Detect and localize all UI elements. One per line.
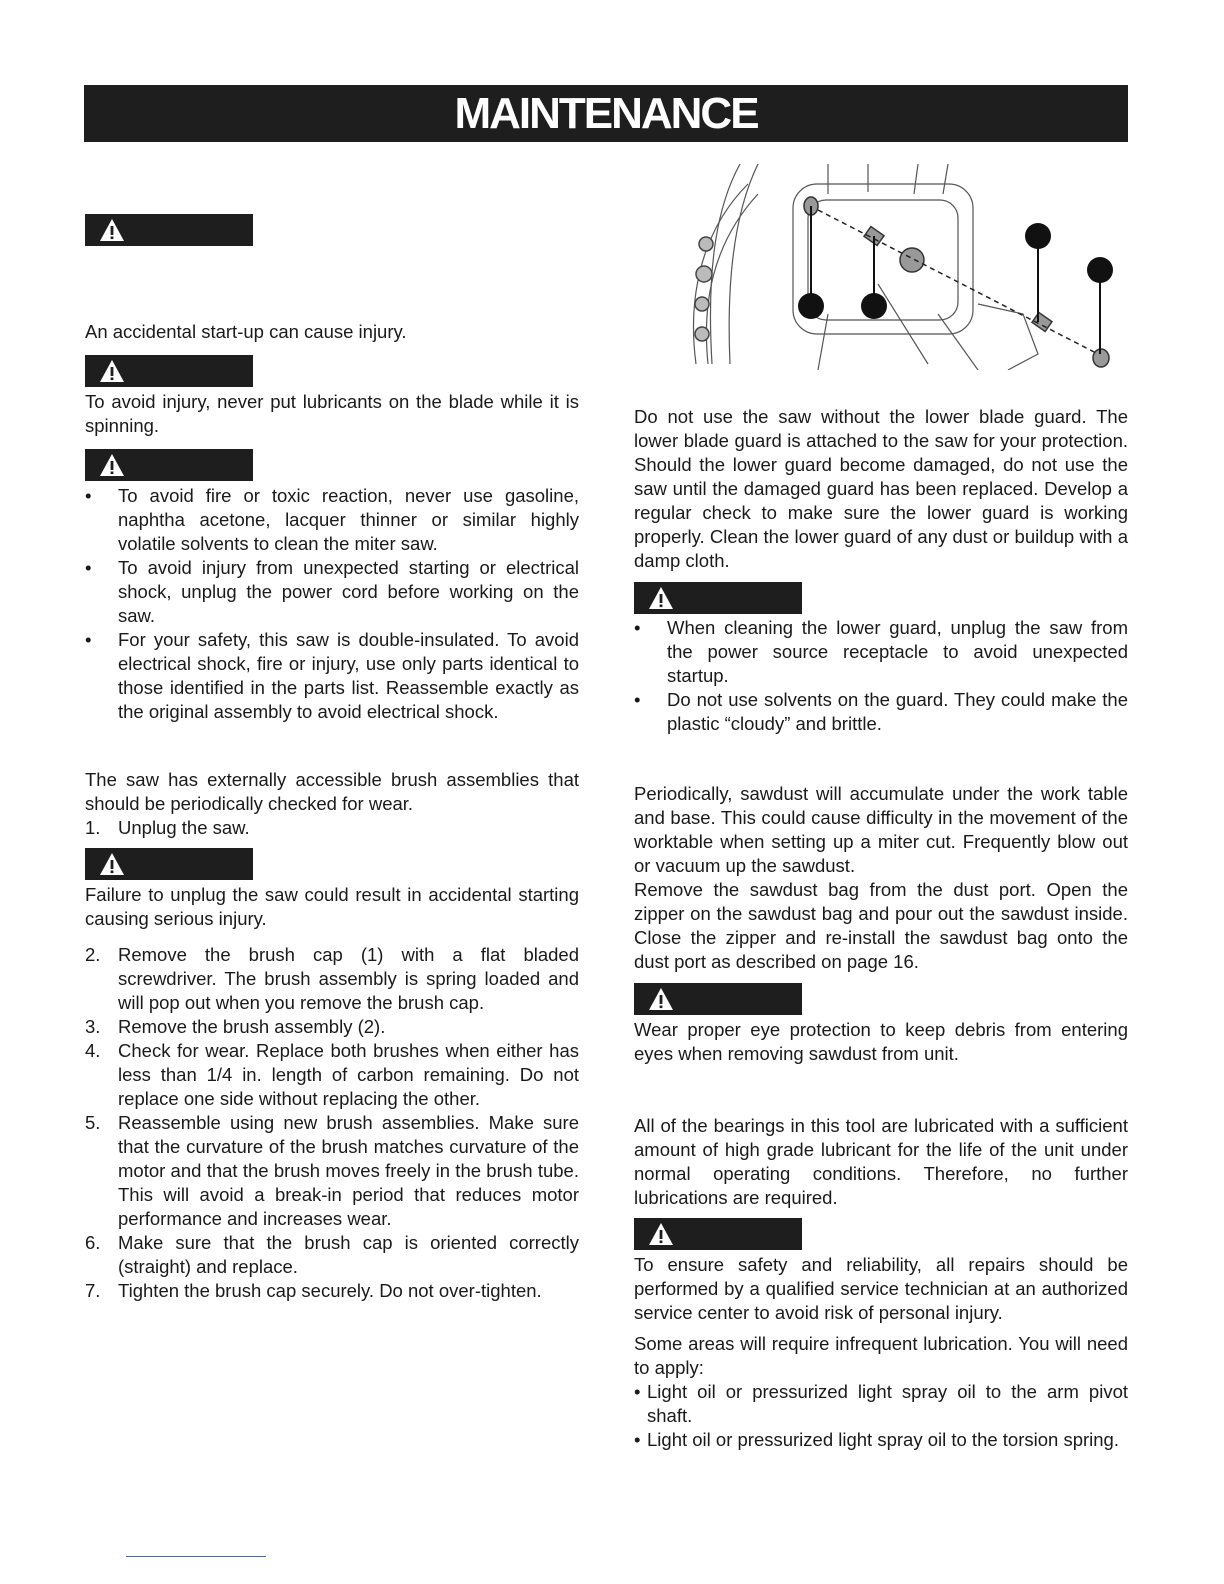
step-list <box>85 816 579 840</box>
warning-label <box>634 983 802 1015</box>
warning-label <box>85 214 253 246</box>
list-item: 2. Remove the brush cap (1) with a flat bladed screwdriver. The brush assembly is spring loaded and will pop out when you remove the brush cap. <box>85 944 579 1013</box>
list-item: 3. Remove the brush assembly (2). <box>85 1016 386 1037</box>
bullet-icon: • <box>634 689 641 710</box>
bullet-icon: • <box>634 1381 641 1402</box>
sawdust-bag-text: Remove the sawdust bag from the dust port. Open the zipper on the sawdust bag and pour out the sawdust inside. Close the zipper and re-install the sawdust bag onto the dust port as described on page 16. <box>634 879 1128 972</box>
bullet-icon: • <box>634 1429 641 1450</box>
warning-triangle-icon <box>648 987 674 1011</box>
list-item: 6. Make sure that the brush cap is oriented correctly (straight) and replace. <box>85 1232 579 1277</box>
list-item: • When cleaning the lower guard, unplug the saw from the power source receptacle to avoid unexpected startup. <box>634 617 1128 686</box>
warning-triangle-icon <box>99 359 125 383</box>
warning-label <box>634 1218 802 1250</box>
bullet-icon: • <box>85 557 92 578</box>
warning-triangle-icon <box>648 586 674 610</box>
safety-bullet-list <box>85 484 579 724</box>
list-item: • Light oil or pressurized light spray oil to the arm pivot shaft. <box>634 1381 1128 1426</box>
repair-warning-text: To ensure safety and reliability, all repairs should be performed by a qualified service technician at an authorized service center to avoid risk of personal injury. <box>634 1254 1128 1323</box>
sawdust-text: Periodically, sawdust will accumulate under the work table and base. This could cause difficulty in the movement of the worktable when setting up a miter cut. Frequently blow out or vacuum up the sawdust. <box>634 783 1128 876</box>
bearings-text: All of the bearings in this tool are lubricated with a sufficient amount of high grade lubricant for the life of the unit under normal operating conditions. Therefore, no further lubrications are required. <box>634 1115 1128 1208</box>
list-item: • To avoid fire or toxic reaction, never use gasoline, naphtha acetone, lacquer thinner or similar highly volatile solvents to clean the miter saw. <box>85 485 579 554</box>
guard-text: Do not use the saw without the lower blade guard. The lower blade guard is attached to the saw for your protection. Should the lower guard become damaged, do not use the saw until the damaged guard has been replaced. Develop a regular check to make sure the lower guard is working properly. Clean the lower guard of any dust or buildup with a damp cloth. <box>634 406 1128 571</box>
list-item: 5. Reassemble using new brush assemblies. Make sure that the curvature of the brush matches curvature of the motor and that the brush moves freely in the brush tube. This will avoid a break-in period that reduces motor performance and increases wear. <box>85 1112 579 1229</box>
guard-bullet-list <box>634 616 1128 736</box>
bullet-icon: • <box>85 485 92 506</box>
lube-bullet-list <box>634 1380 1128 1452</box>
list-item: • For your safety, this saw is double-insulated. To avoid electrical shock, fire or injury, use only parts identical to those identified in the parts list. Reassemble exactly as the original assembly to avoid electrical shock. <box>85 629 579 722</box>
step-list <box>85 943 579 1303</box>
warning-triangle-icon <box>99 852 125 876</box>
brush-intro-text: The saw has externally accessible brush assemblies that should be periodically checked for wear. <box>85 769 579 814</box>
list-item: 7. Tighten the brush cap securely. Do not over-tighten. <box>85 1280 542 1301</box>
warning-label <box>634 582 802 614</box>
warning-label <box>85 449 253 481</box>
page-title: MAINTENANCE <box>84 85 1128 142</box>
warning-triangle-icon <box>648 1222 674 1246</box>
lubricant-warning-text: To avoid injury, never put lubricants on the blade while it is spinning. <box>85 391 579 436</box>
eye-warning-text: Wear proper eye protection to keep debris from entering eyes when removing sawdust from unit. <box>634 1019 1128 1064</box>
brush-assembly-diagram <box>678 164 1128 370</box>
start-up-text: An accidental start-up can cause injury. <box>85 321 407 342</box>
list-item: • Do not use solvents on the guard. They could make the plastic “cloudy” and brittle. <box>634 689 1128 734</box>
page-footer-rule <box>126 1556 266 1557</box>
warning-label <box>85 848 253 880</box>
list-item: 4. Check for wear. Replace both brushes when either has less than 1/4 in. length of carbon remaining. Do not replace one side without replacing the other. <box>85 1040 579 1109</box>
warning-triangle-icon <box>99 453 125 477</box>
bullet-icon: • <box>85 629 92 650</box>
warning-label <box>85 355 253 387</box>
list-item: 1. Unplug the saw. <box>85 817 250 838</box>
unplug-warning-text: Failure to unplug the saw could result in accidental starting causing serious injury. <box>85 884 579 929</box>
warning-triangle-icon <box>99 218 125 242</box>
list-item: • To avoid injury from unexpected starting or electrical shock, unplug the power cord before working on the saw. <box>85 557 579 626</box>
lube-intro-text: Some areas will require infrequent lubrication. You will need to apply: <box>634 1333 1128 1378</box>
list-item: • Light oil or pressurized light spray oil to the torsion spring. <box>634 1429 1119 1450</box>
bullet-icon: • <box>634 617 641 638</box>
